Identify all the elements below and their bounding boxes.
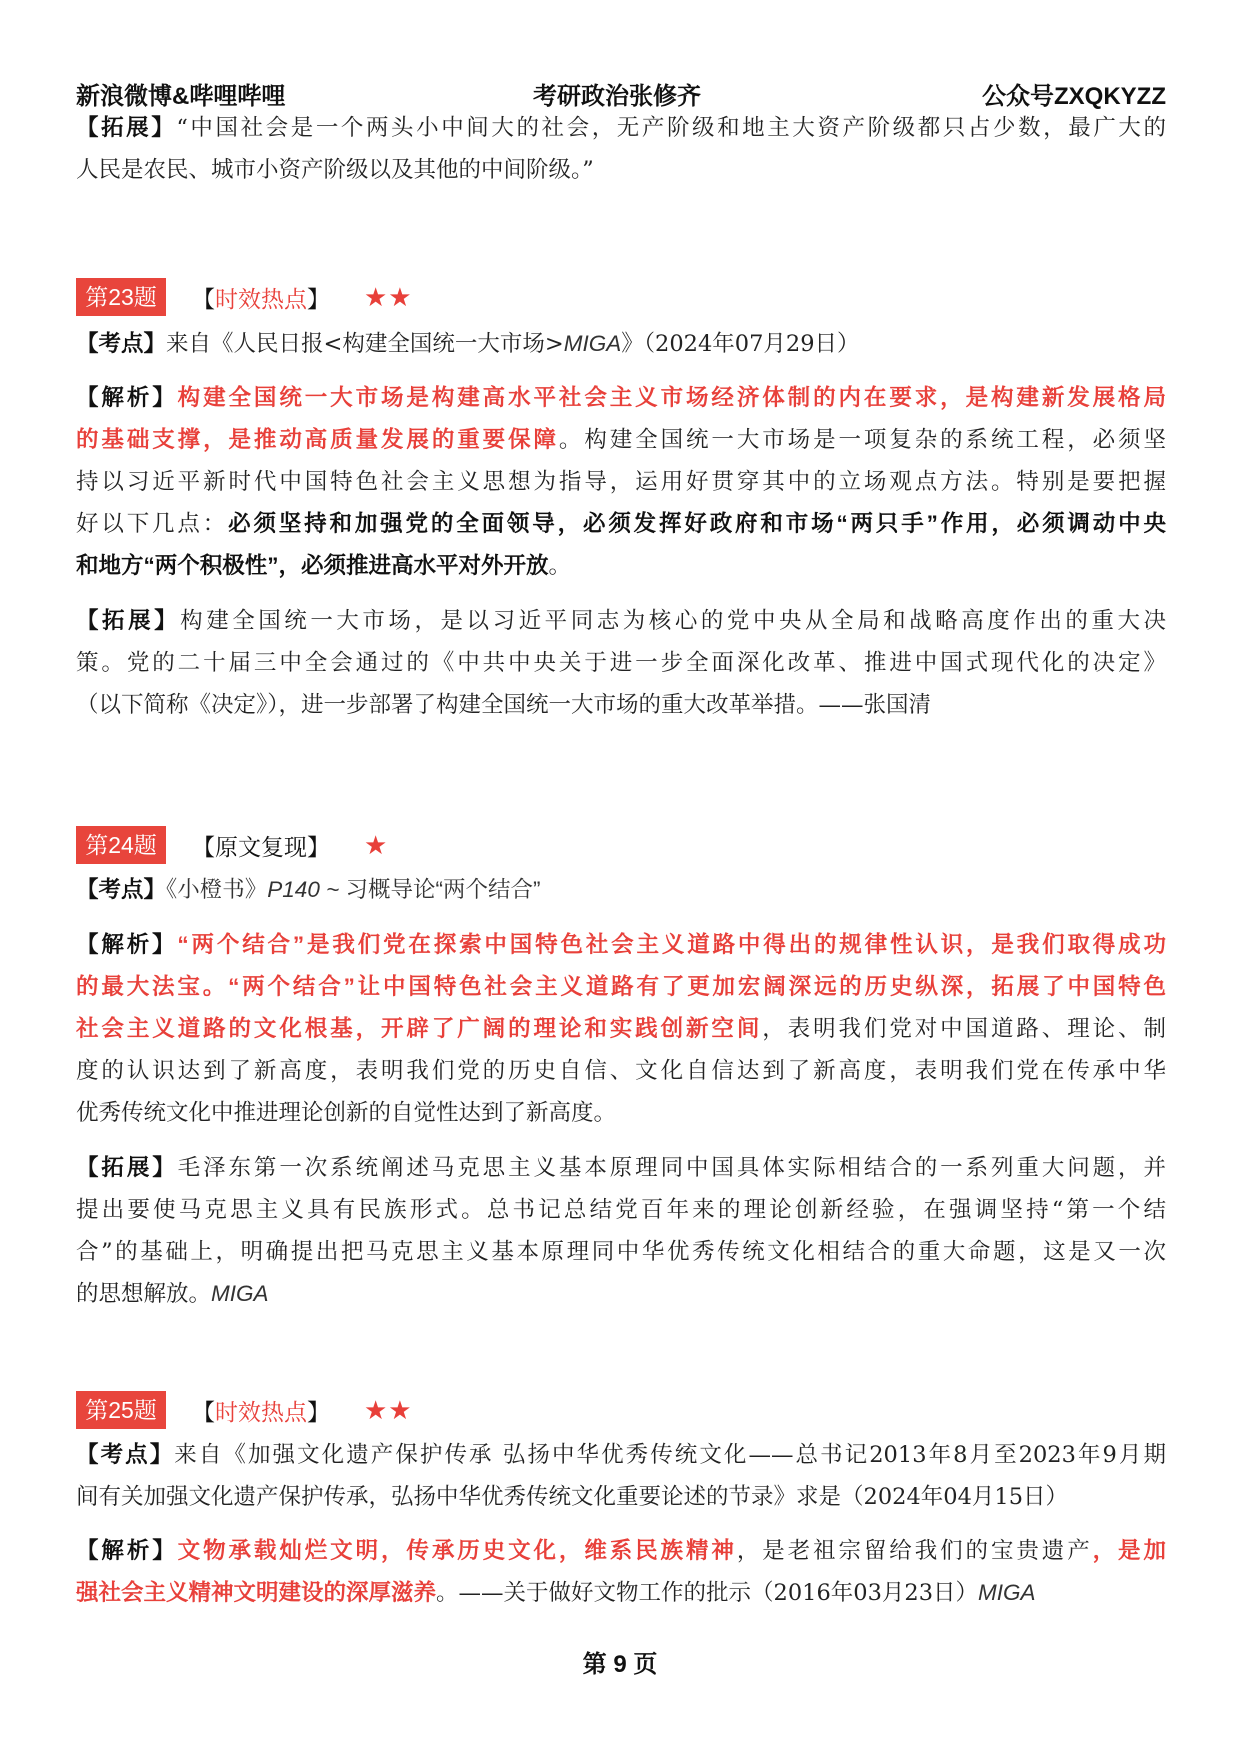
text-line — [76, 1147, 1166, 1189]
expand-paragraph — [76, 107, 1166, 191]
text-line — [76, 1434, 1166, 1476]
text-line — [76, 1231, 1166, 1273]
body-text: 间有关加强文化遗产保护传承，弘扬中华优秀传统文化重要论述的节录》求是（2024年04月15日） — [76, 1484, 1069, 1510]
question-header — [76, 826, 388, 864]
section-label: 【解析】 — [76, 385, 178, 410]
star-rating-icon: ★ — [364, 829, 389, 860]
text-line — [76, 642, 1166, 684]
text-line — [76, 1530, 1166, 1572]
category-label: 原文复现 — [215, 833, 307, 860]
header-left: 新浪微博&哔哩哔哩 — [76, 83, 286, 110]
star-rating-icon: ★★ — [364, 281, 413, 312]
text-line — [76, 545, 1166, 587]
text-line — [76, 600, 1166, 642]
section-label: 【考点】 — [76, 877, 167, 902]
bracket-close: 】 — [307, 285, 330, 312]
highlight-text: 强社会主义精神文明建设的深厚滋养 — [76, 1580, 437, 1605]
body-text: 。构建全国统一大市场是一项复杂的系统工程，必须坚 — [558, 427, 1166, 453]
body-text: 持以习近平新时代中国特色社会主义思想为指导，运用好贯穿其中的立场观点方法。特别是要把握 — [76, 469, 1166, 495]
body-text: 来自《加强文化遗产保护传承 弘扬中华优秀传统文化——总书记2013年8月至2023年9月期 — [174, 1442, 1166, 1468]
section-label: 【拓展】 — [76, 608, 181, 633]
text-line — [76, 924, 1166, 966]
bracket-open: 【 — [192, 285, 215, 312]
text-line — [76, 149, 1166, 191]
text-line — [76, 1273, 1166, 1315]
question-header — [76, 278, 413, 316]
body-text: 习概导论“两个结合” — [345, 877, 541, 902]
body-text: 度的认识达到了新高度，表明我们党的历史自信、文化自信达到了新高度，表明我们党在传承中华 — [76, 1058, 1166, 1084]
category-label: 时效热点 — [215, 1398, 307, 1425]
point-paragraph — [76, 323, 1166, 365]
body-text: 优秀传统文化中推进理论创新的自觉性达到了新高度。 — [76, 1100, 617, 1126]
question-category — [192, 1394, 330, 1427]
category-label: 时效热点 — [215, 285, 307, 312]
bracket-open: 【 — [192, 833, 215, 860]
text-line — [76, 684, 1166, 726]
highlight-text: 构建全国统一大市场是构建高水平社会主义市场经济体制的内在要求，是构建新发展格局 — [177, 385, 1166, 410]
question-category — [192, 281, 330, 314]
body-text: 策。党的二十届三中全会通过的《中共中央关于进一步全面深化改革、推进中国式现代化的决定》 — [76, 650, 1166, 676]
text-line — [76, 1050, 1166, 1092]
body-text: ，表明我们党对中国道路、理论、制 — [762, 1016, 1166, 1042]
point-paragraph — [76, 869, 1166, 911]
page-number: 第 9 页 — [582, 1651, 658, 1678]
text-line — [76, 1476, 1166, 1518]
star-rating-icon: ★★ — [364, 1394, 413, 1425]
text-line — [76, 1008, 1166, 1050]
body-text: 的思想解放。 — [76, 1281, 212, 1307]
body-text: 必须坚持和加强党的全面领导，必须发挥好政府和市场“两只手”作用，必须调动中央 — [228, 511, 1166, 536]
section-label: 【考点】 — [76, 1442, 175, 1467]
section-label: 【拓展】 — [76, 1155, 178, 1180]
body-text: 合”的基础上，明确提出把马克思主义基本原理同中华优秀传统文化相结合的重大命题，这是又一次 — [76, 1239, 1166, 1265]
text-line — [76, 461, 1166, 503]
point-paragraph — [76, 1434, 1166, 1518]
body-text: 毛泽东第一次系统阐述马克思主义基本原理同中国具体实际相结合的一系列重大问题，并 — [177, 1155, 1166, 1181]
question-number-badge: 第25题 — [76, 1391, 166, 1429]
highlight-text: 的最大法宝。“两个结合”让中国特色社会主义道路有了更加宏阔深远的历史纵深，拓展了中国特色 — [76, 974, 1166, 999]
bracket-close: 】 — [307, 1398, 330, 1425]
body-text: P140 ~ — [267, 877, 346, 902]
highlight-text: 社会主义道路的文化根基，开辟了广阔的理论和实践创新空间 — [76, 1016, 763, 1041]
body-text: 《小橙书》 — [166, 877, 268, 902]
expand-paragraph — [76, 1147, 1166, 1315]
body-text: ，是老祖宗留给我们的宝贵遗产 — [736, 1538, 1093, 1564]
question-number-badge: 第24题 — [76, 826, 166, 864]
question-number-badge: 第23题 — [76, 278, 166, 316]
text-line — [76, 1189, 1166, 1231]
text-line — [76, 107, 1166, 149]
text-line — [76, 503, 1166, 545]
expand-paragraph — [76, 600, 1166, 726]
highlight-text: ，是加 — [1092, 1538, 1166, 1563]
body-text: 提出要使马克思主义具有民族形式。总书记总结党百年来的理论创新经验，在强调坚持“第一个结 — [76, 1197, 1166, 1223]
highlight-text: 的基础支撑，是推动高质量发展的重要保障 — [76, 427, 559, 452]
text-line — [76, 966, 1166, 1008]
text-line — [76, 323, 1166, 365]
analysis-paragraph — [76, 1530, 1166, 1614]
text-line — [76, 1572, 1166, 1614]
body-text: 人民是农民、城市小资产阶级以及其他的中间阶级。” — [76, 157, 594, 183]
bracket-open: 【 — [192, 1398, 215, 1425]
analysis-paragraph — [76, 924, 1166, 1134]
section-label: 【拓展】 — [76, 115, 177, 140]
body-text: 和地方“两个积极性”，必须推进高水平对外开放 — [76, 553, 549, 578]
question-category — [192, 829, 330, 862]
header-center: 考研政治张修齐 — [533, 83, 701, 110]
header-right: 公众号ZXQKYZZ — [982, 83, 1166, 110]
highlight-text: “两个结合”是我们党在探索中国特色社会主义道路中得出的规律性认识，是我们取得成功 — [177, 932, 1166, 957]
body-text: 构建全国统一大市场，是以习近平同志为核心的党中央从全局和战略高度作出的重大决 — [180, 608, 1166, 634]
body-text: MIGA — [563, 331, 622, 356]
text-line — [76, 377, 1166, 419]
body-text: 。 — [548, 553, 572, 579]
body-text: 来自《人民日报<构建全国统一大市场> — [166, 331, 564, 357]
body-text: （以下简称《决定》），进一步部署了构建全国统一大市场的重大改革举措。——张国清 — [76, 692, 932, 718]
analysis-paragraph — [76, 377, 1166, 587]
body-text: 。——关于做好文物工作的批示（2016年03月23日） — [436, 1580, 979, 1606]
question-header — [76, 1391, 413, 1429]
section-label: 【解析】 — [76, 932, 178, 957]
body-text: MIGA — [978, 1580, 1036, 1605]
body-text: 》（2024年07月29日） — [621, 331, 860, 357]
text-line — [76, 419, 1166, 461]
bracket-close: 】 — [307, 833, 330, 860]
body-text: MIGA — [211, 1281, 269, 1306]
body-text: 好以下几点： — [76, 511, 229, 537]
highlight-text: 文物承载灿烂文明，传承历史文化，维系民族精神 — [177, 1538, 737, 1563]
text-line — [76, 869, 1166, 911]
section-label: 【解析】 — [76, 1538, 178, 1563]
body-text: “中国社会是一个两头小中间大的社会，无产阶级和地主大资产阶级都只占少数，最广大的 — [176, 115, 1166, 141]
section-label: 【考点】 — [76, 331, 167, 356]
text-line — [76, 1092, 1166, 1134]
